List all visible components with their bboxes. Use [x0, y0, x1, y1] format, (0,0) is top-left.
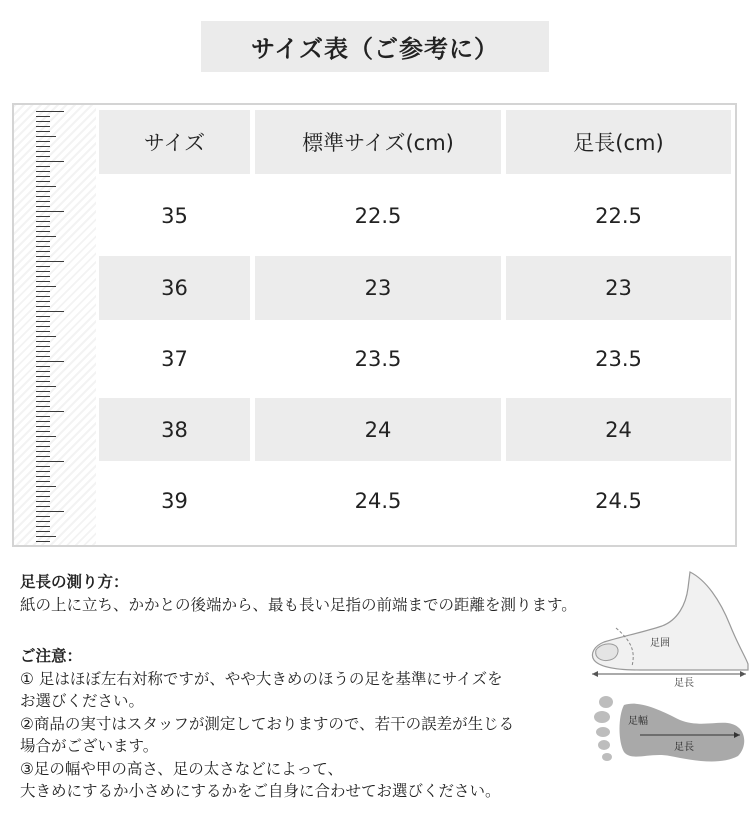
ruler-tick: [36, 176, 50, 177]
measure-section: [20, 571, 577, 616]
ruler-tick: [36, 416, 50, 417]
ruler-tick: [36, 211, 64, 212]
table-cell: 24: [255, 398, 501, 461]
foot-toes: [596, 644, 618, 661]
ruler-tick: [36, 131, 50, 132]
table-cell: 23.5: [354, 347, 402, 371]
ruler-tick: [36, 371, 50, 372]
ruler-tick: [36, 381, 50, 382]
ruler-tick: [36, 181, 50, 182]
table-cell: 23.5: [595, 347, 642, 371]
ruler-tick: [36, 311, 64, 312]
table-cell: 38: [99, 398, 250, 461]
ruler-tick: [36, 446, 50, 447]
ruler-tick: [36, 226, 50, 227]
ruler-tick: [36, 296, 50, 297]
ruler-tick: [36, 406, 50, 407]
page-title: サイズ表（ご参考に）: [201, 21, 549, 72]
ruler-tick: [36, 236, 56, 237]
ruler-tick: [36, 326, 50, 327]
table-cell: 39: [161, 489, 188, 513]
ruler-tick: [36, 241, 50, 242]
ruler-tick: [36, 431, 50, 432]
ruler-tick: [36, 351, 50, 352]
notes-line: 大きめにするか小さめにするかをご自身に合わせてお選びください。: [20, 782, 501, 800]
ruler-tick: [36, 306, 50, 307]
ruler-tick: [36, 161, 64, 162]
table-cell: 23: [506, 256, 731, 320]
ruler-tick: [36, 511, 64, 512]
ruler-tick: [36, 341, 50, 342]
ruler-tick: [36, 111, 64, 112]
ruler-tick: [36, 166, 50, 167]
ruler-tick: [36, 221, 50, 222]
ruler-tick: [36, 301, 50, 302]
footprint-toes: [594, 696, 613, 761]
ruler-tick: [36, 316, 50, 317]
ruler-tick: [36, 336, 56, 337]
ruler-tick: [36, 156, 50, 157]
table-header-size: サイズ: [99, 110, 250, 174]
ruler-tick: [36, 451, 50, 452]
notes-heading: ご注意：: [20, 647, 83, 665]
ruler-tick: [36, 116, 50, 117]
ruler-tick: [36, 461, 64, 462]
ruler-tick: [36, 281, 50, 282]
ruler-tick: [36, 261, 64, 262]
table-cell: 24: [506, 398, 731, 461]
table-header-standard: 標準サイズ(cm): [255, 110, 501, 174]
ruler-tick: [36, 286, 56, 287]
ruler-tick: [36, 271, 50, 272]
table-cell: 22.5: [595, 204, 642, 228]
ruler-tick: [36, 146, 50, 147]
ruler-tick: [36, 521, 50, 522]
ruler-tick: [36, 376, 50, 377]
ruler-tick: [36, 411, 64, 412]
ruler-tick: [36, 276, 50, 277]
table-cell: 35: [161, 204, 188, 228]
ruler-tick: [36, 506, 50, 507]
label-length-top: 足長: [674, 678, 694, 689]
ruler-tick: [36, 216, 50, 217]
notes-line: ②商品の実寸はスタッフが測定しておりますので、若干の誤差が生じる: [20, 714, 515, 733]
ruler-tick: [36, 136, 56, 137]
ruler-tick: [36, 256, 50, 257]
ruler-tick: [36, 321, 50, 322]
ruler-tick: [36, 466, 50, 467]
ruler-tick: [36, 171, 50, 172]
ruler-tick: [36, 126, 50, 127]
ruler-tick: [36, 121, 50, 122]
ruler-tick: [36, 361, 64, 362]
ruler-tick: [36, 246, 50, 247]
ruler-tick: [36, 346, 50, 347]
notes-section: [20, 645, 514, 803]
ruler-tick: [36, 536, 56, 537]
ruler-tick: [36, 291, 50, 292]
ruler-tick: [36, 331, 50, 332]
ruler-tick: [36, 501, 50, 502]
ruler-tick: [36, 441, 50, 442]
ruler-tick: [36, 526, 50, 527]
notes-line: お選びください。: [20, 692, 145, 710]
ruler-tick: [36, 531, 50, 532]
table-cell: 24.5: [354, 489, 402, 513]
ruler-tick: [36, 196, 50, 197]
ruler-tick: [36, 456, 50, 457]
ruler-tick: [36, 391, 50, 392]
label-width: 足幅: [628, 716, 648, 727]
ruler-decoration: [14, 105, 96, 545]
ruler-tick: [36, 476, 50, 477]
ruler-tick: [36, 186, 56, 187]
ruler-tick: [36, 366, 50, 367]
ruler-tick: [36, 356, 50, 357]
label-girth: 足囲: [650, 638, 670, 649]
ruler-tick: [36, 426, 50, 427]
ruler-tick: [36, 141, 50, 142]
ruler-tick: [36, 491, 50, 492]
table-cell: 36: [99, 256, 250, 320]
arrow-head-right-icon: [740, 671, 746, 677]
measure-heading: 足長の測り方：: [20, 573, 129, 591]
foot-measurement-diagram: [580, 570, 750, 790]
table-cell: 23: [255, 256, 501, 320]
ruler-tick: [36, 386, 56, 387]
arrow-head-left-icon: [592, 671, 598, 677]
ruler-tick: [36, 421, 50, 422]
ruler-tick: [36, 401, 50, 402]
table-header-foot-length: 足長(cm): [506, 110, 731, 174]
ruler-tick: [36, 396, 50, 397]
ruler-tick: [36, 471, 50, 472]
ruler-tick: [36, 496, 50, 497]
ruler-tick: [36, 231, 50, 232]
ruler-tick: [36, 486, 56, 487]
ruler-tick: [36, 481, 50, 482]
ruler-tick: [36, 541, 50, 542]
ruler-tick: [36, 436, 56, 437]
notes-line: ③足の幅や甲の高さ、足の太さなどによって、: [20, 759, 343, 778]
ruler-tick: [36, 516, 50, 517]
table-cell: 22.5: [354, 204, 402, 228]
notes-line: 場合がございます。: [20, 737, 159, 755]
ruler-tick: [36, 151, 50, 152]
ruler-tick: [36, 201, 50, 202]
ruler-tick: [36, 266, 50, 267]
ruler-tick: [36, 191, 50, 192]
label-length-bottom: 足長: [674, 742, 694, 753]
table-cell: 24.5: [595, 489, 642, 513]
ruler-tick: [36, 206, 50, 207]
notes-line: ① 足はほぼ左右対称ですが、やや大きめのほうの足を基準にサイズを: [20, 669, 503, 688]
table-cell: 37: [161, 347, 188, 371]
ruler-tick: [36, 251, 50, 252]
measure-text: 紙の上に立ち、かかとの後端から、最も長い足指の前端までの距離を測ります。: [20, 595, 577, 614]
